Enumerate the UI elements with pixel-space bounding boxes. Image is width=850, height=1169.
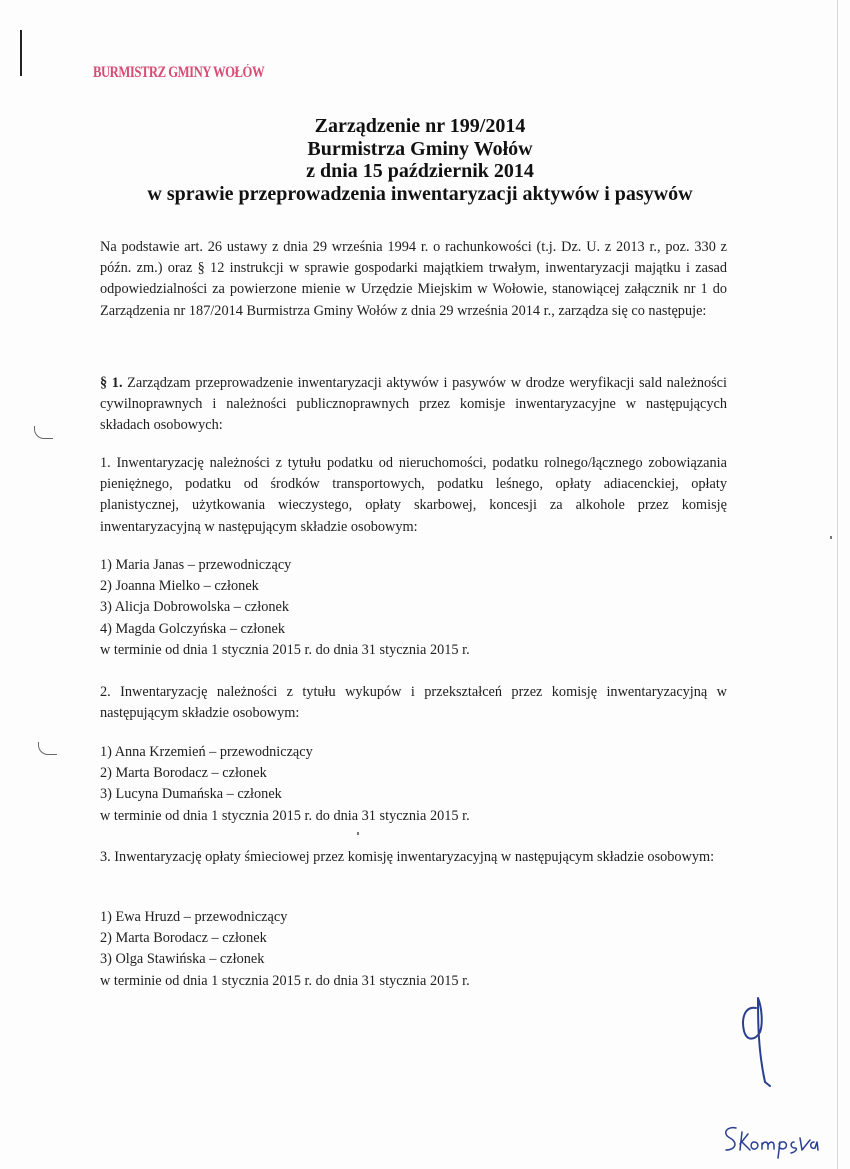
scan-speck (357, 832, 359, 835)
member-line: 1) Ewa Hruzd – przewodniczący (100, 909, 288, 925)
title-line-2: Burmistrza Gminy Wołów (307, 137, 533, 160)
margin-bracket-mark (34, 426, 53, 439)
member-line: 3) Alicja Dobrowolska – członek (100, 599, 289, 616)
member-line: 2) Marta Borodacz – członek (100, 765, 267, 782)
item-2-paragraph: 2. Inwentaryzację należności z tytułu wykupów i przekształceń przez komisję inwentaryzacyjną w następującym składzie osobowym: (100, 684, 727, 722)
member-line: 1) Anna Krzemień – przewodniczący (100, 744, 313, 760)
office-header: BURMISTRZ GMINY WOŁÓW (93, 64, 265, 81)
intro-paragraph: Na podstawie art. 26 ustawy z dnia 29 września 1994 r. o rachunkowości (t.j. Dz. U. z 2013 r., poz. 330 z późn. zm.) oraz § 12 instrukcji w sprawie gospodarki majątkiem trwałym, inwentaryzacji majątku i zasad odpowiedzialności za powierzone mienie w Urzędzie Miejskim w Wołowie, stanowiącej załącznik nr 1 do Zarządzenia nr 187/2014 Burmistrza Gminy Wołów z dnia 29 września 2014 r., zarządza się co następuje: (100, 239, 727, 319)
margin-mark (20, 30, 22, 76)
section-1-paragraph (100, 373, 727, 437)
item-1-members (100, 555, 727, 661)
term-line: w terminie od dnia 1 stycznia 2015 r. do dnia 31 stycznia 2015 r. (100, 641, 470, 658)
member-line: 2) Joanna Mielko – członek (100, 578, 259, 595)
section-1-mark: § 1. (100, 375, 123, 391)
title-line-4: w sprawie przeprowadzenia inwentaryzacji aktywów i pasywów (147, 182, 693, 205)
title-line-3: z dnia 15 październik 2014 (306, 160, 534, 182)
section-1-text: Zarządzam przeprowadzenie inwentaryzacji aktywów i pasywów w drodze weryfikacji sald należności cywilnoprawnych i należności publicznoprawnych przez komisje inwentaryzacyjne w następujących składach osobowych: (100, 375, 727, 434)
member-line: 3) Olga Stawińska – członek (100, 951, 265, 968)
member-line: 4) Magda Golczyńska – członek (100, 620, 286, 637)
item-3-paragraph: 3. Inwentaryzację opłaty śmieciowej przez komisję inwentaryzacyjną w następującym składzie osobowym: (100, 849, 715, 865)
scan-speck (830, 536, 832, 539)
handwritten-page-number (736, 994, 776, 1090)
item-3-members (100, 907, 727, 992)
member-line: 2) Marta Borodacz – członek (100, 930, 267, 947)
term-line: w terminie od dnia 1 stycznia 2015 r. do dnia 31 stycznia 2015 r. (100, 972, 470, 989)
handwritten-signature (718, 1120, 828, 1160)
item-1-paragraph: 1. Inwentaryzację należności z tytułu podatku od nieruchomości, podatku rolnego/łącznego zobowiązania pieniężnego, podatku od środków transportowych, podatku leśnego, opłaty adiacenckiej, opłaty planistycznej, użytkowania wieczystego, opłaty skarbowej, koncesji za alkohole przez komisję inwentaryzacyjną w następującym składzie osobowym: (100, 455, 727, 535)
member-line: 1) Maria Janas – przewodniczący (100, 557, 292, 573)
member-line: 3) Lucyna Dumańska – członek (100, 786, 282, 803)
title-line-1: Zarządzenie nr 199/2014 (314, 115, 526, 137)
document-title (0, 115, 840, 205)
item-2-members (100, 742, 727, 827)
term-line: w terminie od dnia 1 stycznia 2015 r. do dnia 31 stycznia 2015 r. (100, 807, 470, 824)
margin-bracket-mark (38, 742, 57, 755)
